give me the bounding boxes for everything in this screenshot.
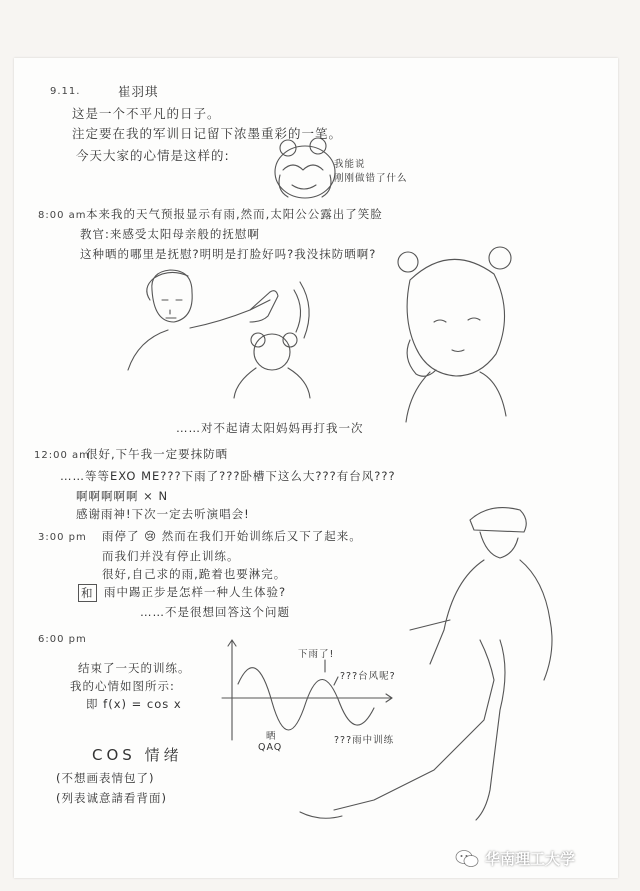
- entry4-line-1: 结束了一天的训练。: [78, 661, 191, 675]
- frog-facepalm-sketch: [275, 138, 335, 198]
- entry4-time: 6:00 pm: [38, 634, 87, 645]
- intro-line-2: 注定要在我的军训日记留下浓墨重彩的一笔。: [72, 126, 343, 141]
- entry4-line-2: 我的心情如图所示:: [70, 679, 175, 693]
- watermark: [455, 848, 575, 869]
- entry4-line-3: 即 f(x) = cos x: [86, 697, 182, 711]
- footnote-1: (不想画表情包了): [56, 771, 155, 785]
- wechat-icon: [455, 849, 479, 869]
- soldier-sketch: [300, 508, 552, 820]
- entry3-line-4: 雨中踢正步是怎样一种人生体验?: [104, 585, 287, 599]
- watermark-text: 华南理工大学: [485, 850, 576, 868]
- entry2-time: 12:00 am: [34, 450, 90, 461]
- entry1-line-3: 这种晒的哪里是抚慰?明明是打脸好吗?我没抹防晒啊?: [80, 247, 377, 261]
- cos-mood-title: COS 情绪: [92, 746, 183, 764]
- author-name: 崔羽琪: [118, 84, 159, 99]
- graph-label-trough: 晒: [266, 731, 277, 742]
- entry2-line-4: 感谢雨神!下次一定去听演唱会!: [76, 507, 250, 521]
- entry2-line-2: ……等等EXO ME???下雨了???卧槽下这么大???有台风???: [60, 469, 396, 483]
- intro-line-3: 今天大家的心情是这样的:: [76, 148, 230, 163]
- graph-label-trough-2: QAQ: [258, 742, 283, 753]
- entry3-line-5: ……不是很想回答这个问题: [140, 605, 290, 619]
- entry3-time: 3:00 pm: [38, 532, 87, 543]
- graph-label-right: ???雨中训练: [334, 735, 395, 746]
- entry3-marker: 和: [78, 584, 97, 602]
- footnote-2: (列表诚意請看背面): [56, 791, 167, 805]
- entry1-line-2: 教官:来感受太阳母亲般的抚慰啊: [80, 227, 260, 241]
- entry3-line-1: 雨停了 😢 然而在我们开始训练后又下了起来。: [102, 529, 362, 543]
- intro-line-1: 这是一个不平凡的日子。: [72, 106, 221, 121]
- graph-label-peak: 下雨了!: [298, 649, 335, 660]
- entry-date: 9.11.: [50, 86, 81, 97]
- child-back-sketch: [234, 333, 310, 398]
- entry3-line-2: 而我们并没有停止训练。: [102, 549, 240, 563]
- entry2-line-1: 很好,下午我一定要抹防晒: [86, 447, 229, 461]
- entry1-time: 8:00 am: [38, 210, 87, 221]
- sketch-caption-2: 刚刚做错了什么: [334, 173, 408, 184]
- entry3-line-3: 很好,自己求的雨,跪着也要淋完。: [102, 567, 287, 581]
- entry1-caption: ……对不起请太阳妈妈再打我一次: [176, 421, 364, 435]
- girl-face-sketch: [398, 247, 511, 422]
- instructor-sketch: [128, 270, 309, 370]
- entry2-line-3: 啊啊啊啊啊 × N: [76, 489, 169, 503]
- entry1-line-1: 本来我的天气预报显示有雨,然而,太阳公公露出了笑脸: [86, 207, 383, 221]
- graph-label-typhoon: ???台风呢?: [340, 671, 396, 682]
- sketch-caption-1: 我能说: [334, 159, 366, 170]
